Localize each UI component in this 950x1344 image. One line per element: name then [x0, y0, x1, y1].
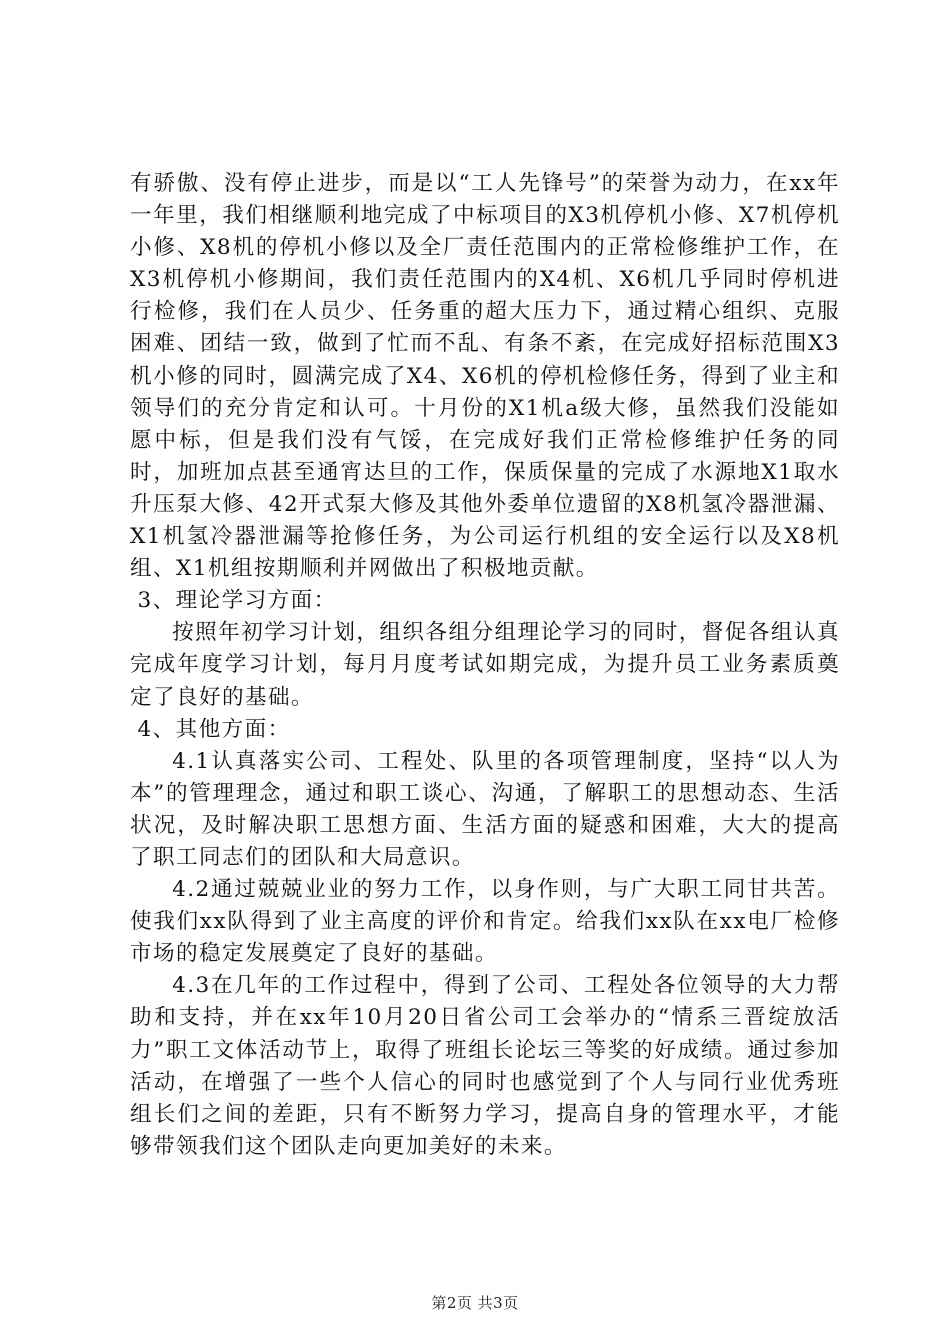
paragraph-work-summary: 有骄傲、没有停止进步，而是以“工人先锋号”的荣誉为动力，在xx年一年里，我们相继顺利地完成了中标项目的X3机停机小修、X7机停机小修、X8机的停机小修以及全厂责任范围内的正常检修维护工作，在X3机停机小修期间，我们责任范围内的X4机、X6机几乎同时停机进行检修，我们在人员少、任务重的超大压力下，通过精心组织、克服困难、团结一致，做到了忙而不乱、有条不紊，在完成好招标范围X3机小修的同时，圆满完成了X4、X6机的停机检修任务，得到了业主和领导们的充分肯定和认可。十月份的X1机a级大修，虽然我们没能如愿中标，但是我们没有气馁，在完成好我们正常检修维护任务的同时，加班加点甚至通宵达旦的工作，保质保量的完成了水源地X1取水升压泵大修、42开式泵大修及其他外委单位遗留的X8机氢冷器泄漏、X1机氢冷器泄漏等抢修任务，为公司运行机组的安全运行以及X8机组、X1机组按期顺利并网做出了积极地贡献。 — [130, 171, 840, 582]
paragraph-item-4-1: 4.1认真落实公司、工程处、队里的各项管理制度，坚持“以人为本”的管理理念，通过和职工谈心、沟通，了解职工的思想动态、生活状况，及时解决职工思想方面、生活方面的疑惑和困难，大大的提高了职工同志们的团队和大局意识。 — [130, 748, 840, 870]
paragraph-theory-study: 按照年初学习计划，组织各组分组理论学习的同时，督促各组认真完成年度学习计划，每月月度考试如期完成，为提升员工业务素质奠定了良好的基础。 — [130, 620, 840, 710]
section-heading-other-aspects: 4、其他方面： — [137, 716, 291, 742]
section-heading-theory-study: 3、理论学习方面： — [137, 588, 337, 614]
document-body — [130, 168, 840, 1163]
page-number-footer: 第2页 共3页 — [431, 1294, 519, 1312]
paragraph-item-4-2: 4.2通过兢兢业业的努力工作，以身作则，与广大职工同甘共苦。使我们xx队得到了业主高度的评价和肯定。给我们xx队在xx电厂检修市场的稳定发展奠定了良好的基础。 — [130, 877, 840, 967]
paragraph-item-4-3: 4.3在几年的工作过程中，得到了公司、工程处各位领导的大力帮助和支持，并在xx年10月20日省公司工会举办的“情系三晋绽放活力”职工文体活动节上，取得了班组长论坛三等奖的好成绩。通过参加活动，在增强了一些个人信心的同时也感觉到了个人与同行业优秀班组长们之间的差距，只有不断努力学习，提高自身的管理水平，才能够带领我们这个团队走向更加美好的未来。 — [130, 973, 840, 1159]
